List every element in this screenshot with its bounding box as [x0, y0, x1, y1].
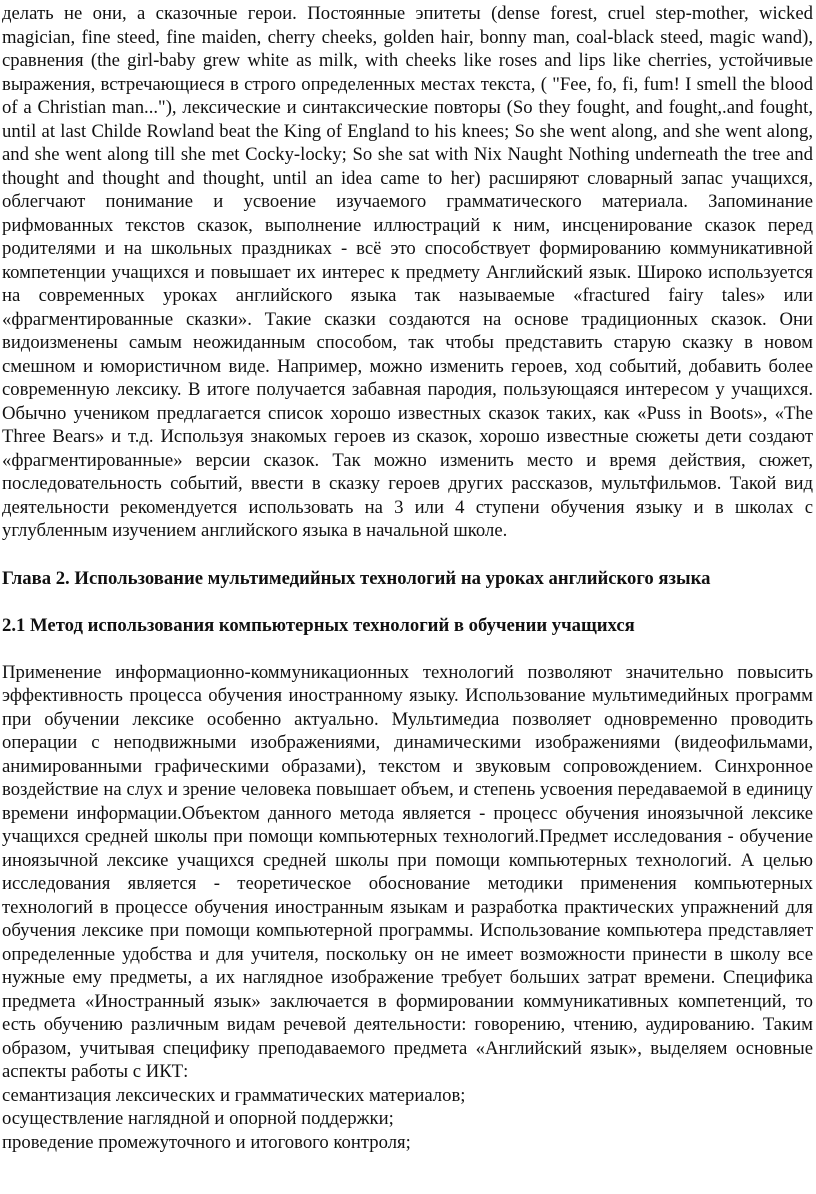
spacer — [2, 543, 813, 567]
chapter-heading: Глава 2. Использование мультимедийных технологий на уроках английского языка — [2, 567, 711, 589]
body-paragraph-fairy-tales: делать не они, а сказочные герои. Постоянные эпитеты (dense forest, cruel step-mother, wicked magician, fine steed, fine maiden, cherry cheeks, golden hair, bonny man, coal-black steed, magic wand), сравнения (the girl-baby grew white as milk, with cheeks like roses and lips like cherries, устойчивые выражения, встречающиеся в строго определенных местах текста, ( "Fee, fo, fi, fum! I smell the blood of a Christian man..."), лексические и синтаксические повторы (So they fought, and fought,.and fought, until at last Childe Rowland beat the King of England to his knees; So she went along, and she went along, and she went along till she met Cocky-locky; So she sat with Nix Naught Nothing underneath the tree and thought and thought and thought, until an idea came to her) расширяют словарный запас учащихся, облегчают понимание и усвоение изучаемого грамматического материала. Запоминание рифмованных текстов сказок, выполнение иллюстраций к ним, инсценирование сказок перед родителями и на школьных праздниках - всё это способствует формированию коммуникативной компетенции учащихся и повышает их интерес к предмету Английский язык. Широко используется на современных уроках английского языка так называемые «fractured fairy tales» или «фрагментированные сказки». Такие сказки создаются на основе традиционных сказок. Они видоизменены самым неожиданным способом, так чтобы представить старую сказку в новом смешном и юмористичном виде. Например, можно изменить героев, ход событий, добавить более современную лексику. В итоге получается забавная пародия, пользующаяся интересом у учащихся. Обычно учеником предлагается список хорошо известных сказок таких, как «Puss in Boots», «The Three Bears» и т.д. Используя знакомых героев из сказок, хорошо известные сюжеты дети создают «фрагментированные» версии сказок. Так можно изменить место и время действия, сюжет, последовательность событий, ввести в сказку героев других рассказов, мультфильмов. Такой вид деятельности рекомендуется использовать на 3 или 4 ступени обучения языку и в школах с углубленным изучением английского языка в начальной школе. — [2, 3, 813, 541]
list-item: семантизация лексических и грамматических материалов; — [2, 1084, 466, 1106]
body-paragraph-ict: Применение информационно-коммуникационных технологий позволяют значительно повысить эффективность процесса обучения иностранному языку. Использование мультимедийных программ при обучении лексике особенно актуально. Мультимедиа позволяет одновременно проводить операции с неподвижными изображениями, динамическими изображениями (видеофильмами, анимированными графическими образами), текстом и звуковым сопровождением. Синхронное воздействие на слух и зрение человека повышает объем, и степень усвоения передаваемой в единицу времени информации.Объектом данного метода является - процесс обучения иноязычной лексике учащихся средней школы при помощи компьютерных технологий.Предмет исследования - обучение иноязычной лексике учащихся средней школы при помощи компьютерных технологий. А целью исследования является - теоретическое обоснование методики применения компьютерных технологий в процессе обучения иностранным языкам и разработка практических упражнений для обучения лексике при помощи компьютерной программы. Использование компьютера представляет определенные удобства и для учителя, поскольку он не имеет возможности принести в школу все нужные ему предметы, а их наглядное изображение требует больших затрат времени. Специфика предмета «Иностранный язык» заключается в формировании коммуникативных компетенций, то есть обучению различным видам речевой деятельности: говорению, чтению, аудированию. Таким образом, учитывая специфику преподаваемого предмета «Английский язык», выделяем основные аспекты работы с ИКТ: — [2, 661, 813, 1082]
list-item: проведение промежуточного и итогового контроля; — [2, 1131, 411, 1153]
spacer — [2, 638, 813, 661]
list-item: осуществление наглядной и опорной поддержки; — [2, 1108, 394, 1129]
spacer — [2, 590, 813, 614]
section-heading: 2.1 Метод использования компьютерных технологий в обучении учащихся — [2, 615, 635, 636]
ict-aspects-list — [2, 1084, 813, 1155]
